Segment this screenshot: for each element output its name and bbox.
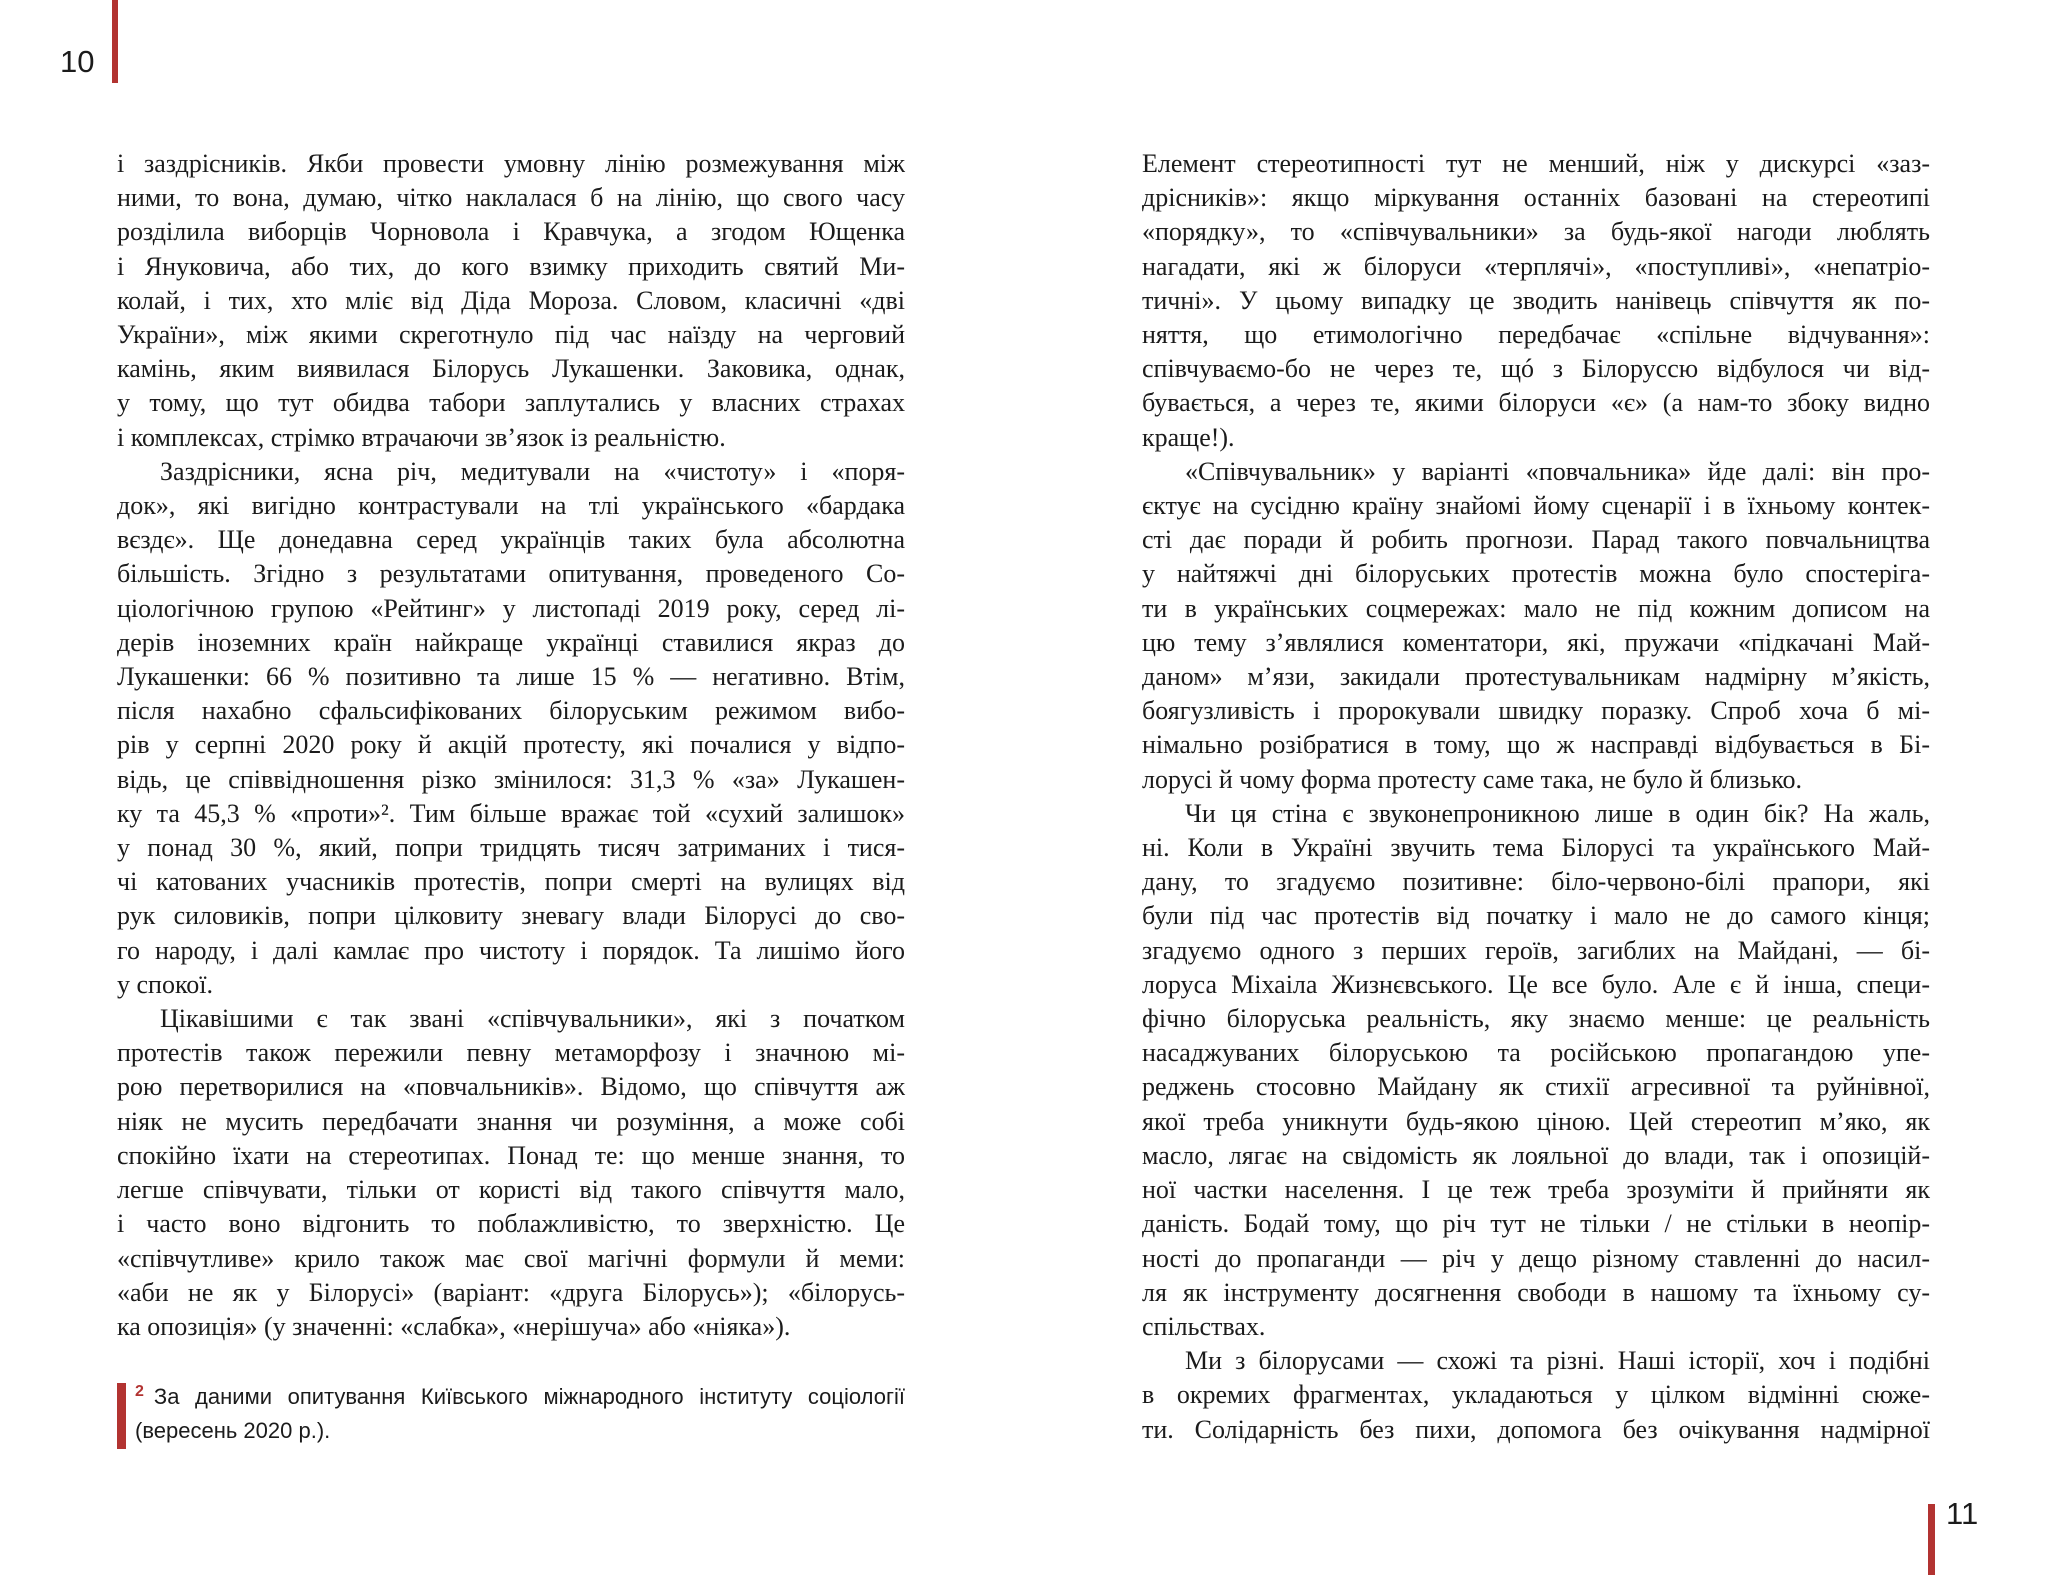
text-line: Лукашенки: 66 % позитивно та лише 15 % — негативно. Втім,	[117, 662, 905, 692]
text-line: і часто воно відгонить то поблажливістю, то зверхністю. Це	[117, 1209, 905, 1239]
text-line: України», між якими скреготнуло під час наїзду на черговий	[117, 320, 905, 350]
text-line: ної частки населення. І це теж треба зрозуміти й прийняти як	[1142, 1175, 1930, 1205]
text-line: ти. Солідарність без пихи, допомога без очікування надмірної	[1142, 1414, 1930, 1444]
text-line: Елемент стереотипності тут не менший, ніж у дискурсі «заз-	[1142, 149, 1930, 178]
page-rule-bottom-right	[1928, 1504, 1935, 1575]
text-line: насаджуваних білоруською та російською пропагандою упе-	[1142, 1038, 1930, 1068]
text-line: дрісників»: якщо міркування останніх базовані на стереотипі	[1142, 183, 1930, 213]
text-line: ціологічною групою «Рейтинг» у листопаді 2019 року, серед лі-	[117, 593, 905, 623]
text-line: реджень стосовно Майдану як стихії агресивної та руйнівної,	[1142, 1072, 1930, 1102]
text-line: у тому, що тут обидва табори заплутались у власних страхах	[117, 388, 905, 418]
text-line: док», які вигідно контрастували на тлі українського «бардака	[117, 491, 905, 521]
right-page-text-column	[1142, 147, 1930, 1447]
text-line: колай, і тих, хто мліє від Діда Мороза. Словом, класичні «дві	[117, 285, 905, 315]
text-line: няття, що етимологічно передбачає «спільне відчування»:	[1142, 320, 1930, 350]
text-line: в окремих фрагментах, укладаються у цілком відмінні сюже-	[1142, 1380, 1930, 1410]
footnote-line	[135, 1380, 905, 1414]
text-line: даном» м’язи, закидали протестувальникам надмірну м’якість,	[1142, 662, 1930, 692]
text-line: розділила виборців Чорновола і Кравчука, а згодом Ющенка	[117, 217, 905, 247]
text-line: тичні». У цьому випадку це зводить нанівець співчуття як по-	[1142, 285, 1930, 315]
text-line: відь, це співвідношення різко змінилося: 31,3 % «за» Лукашен-	[117, 764, 905, 794]
text-line: фічно білоруська реальність, яку знаємо менше: це реальність	[1142, 1004, 1930, 1034]
text-line: рою перетворилися на «повчальників». Відомо, що співчуття аж	[117, 1072, 905, 1102]
text-line: нагадати, які ж білоруси «терплячі», «поступливі», «непатріо-	[1142, 251, 1930, 281]
text-line: ти в українських соцмережах: мало не під кожним дописом на	[1142, 593, 1930, 623]
footnote	[117, 1380, 905, 1448]
text-line: го народу, і далі камлає про чистоту і порядок. Та лишімо його	[117, 935, 905, 965]
text-line: спокійно їхати на стереотипах. Понад те: що менше знання, то	[117, 1140, 905, 1170]
text-line: боягузливість і пророкували швидку поразку. Спроб хоча б мі-	[1142, 696, 1930, 726]
text-line: Заздрісники, ясна річ, медитували на «чистоту» і «поря-	[160, 456, 905, 486]
text-line: сті дає поради й робить прогнози. Парад такого повчальництва	[1142, 525, 1930, 555]
text-line: легше співчувати, тільки от користі від такого співчуття мало,	[117, 1175, 905, 1205]
text-line: ля як інструменту досягнення свободи в нашому та їхньому су-	[1142, 1277, 1930, 1307]
left-page-text-column	[117, 147, 905, 1344]
text-line: ні. Коли в Україні звучить тема Білорусі та українського Май-	[1142, 833, 1930, 863]
text-line: камінь, яким виявилася Білорусь Лукашенки. Заковика, однак,	[117, 354, 905, 384]
footnote-line: (вересень 2020 р.).	[135, 1418, 331, 1443]
text-line: у понад 30 %, який, попри тридцять тисяч затриманих і тися-	[117, 833, 905, 863]
text-line: єктує на сусідню країну знайомі йому сценарії і в їхньому контек-	[1142, 491, 1930, 521]
text-line: бувається, а через те, якими білоруси «є» (а нам-то збоку видно	[1142, 388, 1930, 418]
text-line: у спокої.	[117, 969, 213, 999]
text-line: «порядку», то «співчувальники» за будь-якої нагоди люблять	[1142, 217, 1930, 247]
page-number-left: 10	[60, 44, 95, 79]
text-line: якої треба уникнути будь-якою ціною. Цей стереотип м’яко, як	[1142, 1106, 1930, 1136]
text-line: Чи ця стіна є звуконепроникною лише в один бік? На жаль,	[1185, 798, 1930, 828]
text-line: ку та 45,3 % «проти»². Тим більше вражає той «сухий залишок»	[117, 798, 905, 828]
text-line: «Співчувальник» у варіанті «повчальника» йде далі: він про-	[1185, 456, 1930, 486]
footnote-marker: 2	[135, 1382, 144, 1400]
text-line: ка опозиція» (у значенні: «слабка», «нерішуча» або «ніяка»).	[117, 1311, 791, 1341]
text-line: ніяк не мусить передбачати знання чи розуміння, а може собі	[117, 1106, 905, 1136]
page-rule-top-left	[112, 0, 118, 83]
text-line: «співчутливе» крило також має свої магічні формули й меми:	[117, 1243, 905, 1273]
text-line: чі катованих учасників протестів, попри смерті на вулицях від	[117, 867, 905, 897]
text-line: «аби не як у Білорусі» (варіант: «друга Білорусь»); «білорусь-	[117, 1277, 905, 1307]
footnote-text: За даними опитування Київського міжнародного інституту соціології	[153, 1384, 905, 1409]
text-line: співчуваємо-бо не через те, щó з Білоруссю відбулося чи від-	[1142, 354, 1930, 384]
text-line: у найтяжчі дні білоруських протестів можна було спостеріга-	[1142, 559, 1930, 589]
text-line: німально розібратися в тому, що ж насправді відбувається в Бі-	[1142, 730, 1930, 760]
text-line: були під час протестів від початку і мало не до самого кінця;	[1142, 901, 1930, 931]
text-line: і заздрісників. Якби провести умовну лінію розмежування між	[117, 149, 905, 178]
page-number-right: 11	[1946, 1496, 1979, 1531]
text-line: краще!).	[1142, 422, 1235, 452]
text-line: ності до пропаганди — річ у дещо різному ставленні до насил-	[1142, 1243, 1930, 1273]
text-line: вєздє». Ще донедавна серед українців таких була абсолютна	[117, 525, 905, 555]
text-line: даність. Бодай тому, що річ тут не тільки / не стільки в неопір-	[1142, 1209, 1930, 1239]
text-line: рів у серпні 2020 року й акцій протесту, які почалися у відпо-	[117, 730, 905, 760]
text-line: і Януковича, або тих, до кого взимку приходить святий Ми-	[117, 251, 905, 281]
text-line: масло, лягає на свідомість як лояльної до влади, так і опозицій-	[1142, 1140, 1930, 1170]
footnote-rule	[117, 1383, 126, 1449]
text-line: після нахабно сфальсифікованих білоруським режимом вибо-	[117, 696, 905, 726]
text-line: протестів також пережили певну метаморфозу і значною мі-	[117, 1038, 905, 1068]
text-line: Ми з білорусами — схожі та різні. Наші історії, хоч і подібні	[1185, 1346, 1930, 1376]
text-line: більшість. Згідно з результатами опитування, проведеного Со-	[117, 559, 905, 589]
text-line: дерів іноземних країн найкраще українці ставилися якраз до	[117, 627, 905, 657]
text-line: ними, то вона, думаю, чітко наклалася б на лінію, що свого часу	[117, 183, 905, 213]
text-line: лорусі й чому форма протесту саме така, не було й близько.	[1142, 764, 1803, 794]
text-line: цю тему з’являлися коментатори, які, пружачи «підкачані Май-	[1142, 627, 1930, 657]
text-line: дану, то згадуємо позитивне: біло-червоно-білі прапори, які	[1142, 867, 1930, 897]
text-line: згадуємо одного з перших героїв, загиблих на Майдані, — бі-	[1142, 935, 1930, 965]
text-line: лоруса Міхаіла Жизнєвського. Це все було. Але є й інша, специ-	[1142, 969, 1930, 999]
text-line: Цікавішими є так звані «співчувальники», які з початком	[160, 1004, 905, 1034]
text-line: і комплексах, стрімко втрачаючи зв’язок із реальністю.	[117, 422, 726, 452]
text-line: спільствах.	[1142, 1311, 1266, 1341]
text-line: рук силовиків, попри цілковиту зневагу влади Білорусі до сво-	[117, 901, 905, 931]
